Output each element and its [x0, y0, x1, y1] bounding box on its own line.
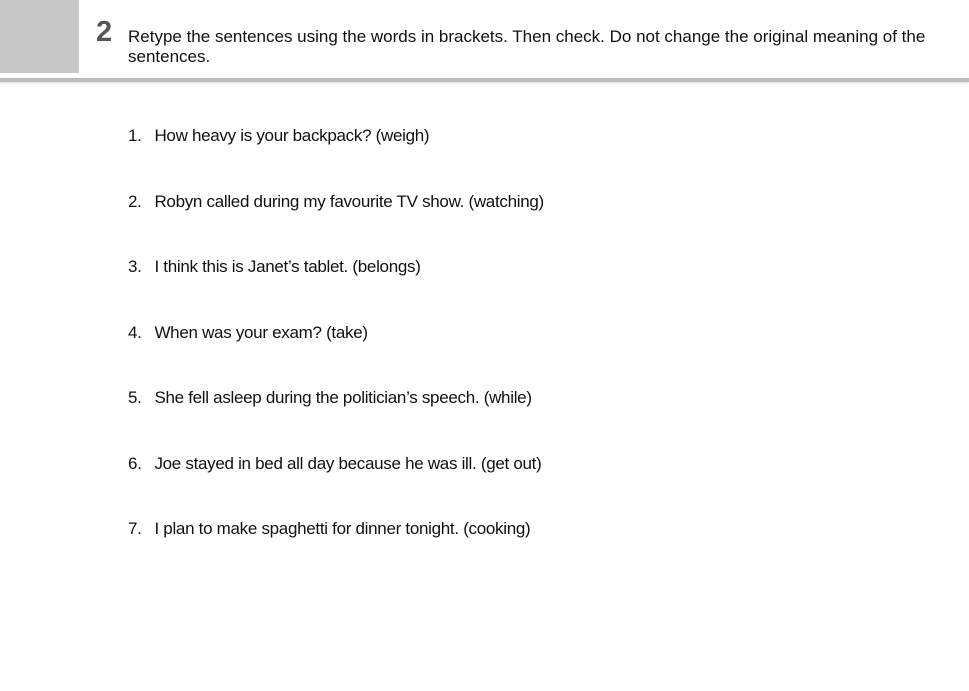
sentence-item-7: [128, 514, 544, 580]
sentence-item-1: [128, 121, 544, 187]
sentence-text: When was your exam? (take): [154, 322, 368, 342]
sentence-number: 7.: [128, 519, 142, 538]
sentence-item-5: [128, 383, 544, 449]
sentence-number: 1.: [128, 126, 142, 145]
header-tab: [0, 0, 79, 73]
sentence-text: Robyn called during my favourite TV show. (watching): [154, 191, 544, 211]
sentence-item-2: [128, 187, 544, 253]
sentence-number: 2.: [128, 191, 142, 211]
exercise-number: 2: [96, 16, 113, 48]
sentence-number: 6.: [128, 453, 142, 473]
sentence-text: I think this is Janet’s tablet. (belongs): [154, 257, 421, 276]
sentence-text: She fell asleep during the politician’s speech. (while): [154, 388, 532, 407]
sentence-item-6: [128, 449, 544, 515]
sentence-text: I plan to make spaghetti for dinner tonight. (cooking): [154, 519, 531, 538]
sentence-text: Joe stayed in bed all day because he was ill. (get out): [154, 453, 542, 473]
sentence-item-4: [128, 318, 544, 384]
sentence-number: 4.: [128, 322, 142, 342]
sentence-list: [128, 121, 544, 580]
sentence-number: 3.: [128, 257, 142, 276]
sentence-number: 5.: [128, 388, 142, 407]
sentence-item-3: [128, 252, 544, 318]
exercise-header: [0, 0, 969, 78]
exercise-instruction: Retype the sentences using the words in brackets. Then check. Do not change the original meaning of the sentences.: [128, 27, 926, 66]
header-divider: [0, 78, 969, 82]
sentence-text: How heavy is your backpack? (weigh): [154, 126, 430, 145]
